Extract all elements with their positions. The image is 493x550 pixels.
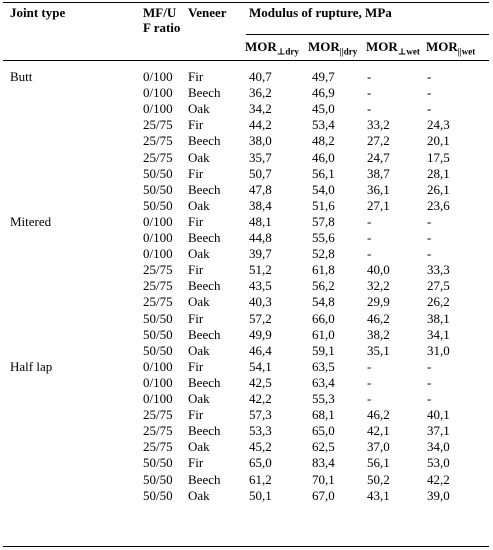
header-ratio-line2: F ratio xyxy=(143,20,181,35)
table-row xyxy=(0,294,493,310)
mor-par-wet-cell: 53,0 xyxy=(427,455,450,471)
ratio-cell: 50/50 xyxy=(143,310,173,326)
header-ratio-line1: MF/U xyxy=(143,5,177,20)
mor-perp-dry-cell: 34,2 xyxy=(249,101,272,117)
mor-perp-dry-cell: 57,2 xyxy=(249,310,272,326)
mor-perp-dry-cell: 40,3 xyxy=(249,294,272,310)
header-mor-par-dry-sub: ||dry xyxy=(339,46,358,57)
mor-par-wet-cell: 38,1 xyxy=(427,310,450,326)
mor-par-wet-cell: 24,3 xyxy=(427,117,450,133)
mor-par-dry-cell: 66,0 xyxy=(312,310,335,326)
mor-par-wet-cell: 23,6 xyxy=(427,197,450,213)
header-mor-perp-dry-text: MOR xyxy=(245,39,277,54)
mor-perp-dry-cell: 51,2 xyxy=(249,262,272,278)
veneer-cell: Oak xyxy=(188,246,210,262)
mor-perp-dry-cell: 50,1 xyxy=(249,487,272,503)
mor-perp-dry-cell: 47,8 xyxy=(249,181,272,197)
ratio-cell: 25/75 xyxy=(143,294,173,310)
mor-perp-dry-cell: 48,1 xyxy=(249,213,272,229)
header-mor-par-wet-text: MOR xyxy=(426,39,458,54)
joint-type-cell: Mitered xyxy=(10,213,52,229)
mor-par-dry-cell: 63,4 xyxy=(312,374,335,390)
mor-perp-dry-cell: 36,2 xyxy=(249,85,272,101)
mor-par-dry-cell: 68,1 xyxy=(312,407,335,423)
mor-par-wet-cell: 26,2 xyxy=(427,294,450,310)
mor-perp-dry-cell: 57,3 xyxy=(249,407,272,423)
mor-par-dry-cell: 59,1 xyxy=(312,342,335,358)
ratio-cell: 0/100 xyxy=(143,85,173,101)
mor-perp-wet-cell: - xyxy=(367,358,372,374)
mor-par-wet-cell: - xyxy=(427,213,432,229)
veneer-cell: Fir xyxy=(188,407,204,423)
mor-perp-dry-cell: 40,7 xyxy=(249,69,272,84)
header-veneer: Veneer xyxy=(188,5,227,20)
veneer-cell: Fir xyxy=(188,262,204,278)
joint-type-cell: Butt xyxy=(10,69,33,84)
mor-perp-wet-cell: - xyxy=(367,85,372,101)
ratio-cell: 0/100 xyxy=(143,391,173,406)
mor-par-wet-cell: 27,5 xyxy=(427,278,450,294)
header-mor-perp-wet-text: MOR xyxy=(366,39,398,54)
veneer-cell: Oak xyxy=(188,197,210,213)
modulus-header-rule xyxy=(246,34,489,35)
table-row xyxy=(0,327,493,343)
mor-par-dry-cell: 45,0 xyxy=(312,101,335,117)
mor-perp-dry-cell: 50,7 xyxy=(249,165,272,181)
ratio-cell: 25/75 xyxy=(143,439,173,455)
veneer-cell: Beech xyxy=(188,326,221,342)
ratio-cell: 50/50 xyxy=(143,181,173,197)
table-row xyxy=(0,359,493,375)
mor-par-wet-cell: 26,1 xyxy=(427,181,450,197)
table-row xyxy=(0,101,493,117)
mor-perp-dry-cell: 39,7 xyxy=(249,246,272,262)
header-mor-par-wet xyxy=(426,39,475,60)
veneer-cell: Fir xyxy=(188,117,204,133)
ratio-cell: 0/100 xyxy=(143,101,173,117)
table-row xyxy=(0,278,493,294)
header-mor-perp-dry xyxy=(245,39,299,60)
mor-perp-dry-cell: 61,2 xyxy=(249,471,272,487)
mor-perp-wet-cell: 32,2 xyxy=(367,278,390,294)
mor-perp-dry-cell: 38,4 xyxy=(249,197,272,213)
mor-par-wet-cell: 17,5 xyxy=(427,149,450,165)
ratio-cell: 25/75 xyxy=(143,278,173,294)
mor-perp-wet-cell: 29,9 xyxy=(367,294,390,310)
mor-perp-wet-cell: 33,2 xyxy=(367,117,390,133)
mor-perp-dry-cell: 54,1 xyxy=(249,358,272,374)
table-row xyxy=(0,407,493,423)
mor-perp-wet-cell: - xyxy=(367,213,372,229)
table-row xyxy=(0,198,493,214)
mor-perp-wet-cell: - xyxy=(367,101,372,117)
table-row xyxy=(0,182,493,198)
mor-perp-wet-cell: 35,1 xyxy=(367,342,390,358)
mor-par-dry-cell: 46,0 xyxy=(312,149,335,165)
mor-par-dry-cell: 83,4 xyxy=(312,455,335,471)
mor-par-wet-cell: 37,1 xyxy=(427,423,450,439)
mor-par-dry-cell: 53,4 xyxy=(312,117,335,133)
veneer-cell: Oak xyxy=(188,294,210,310)
mor-par-wet-cell: 34,1 xyxy=(427,326,450,342)
ratio-cell: 0/100 xyxy=(143,358,173,374)
ratio-cell: 25/75 xyxy=(143,149,173,165)
ratio-cell: 0/100 xyxy=(143,246,173,262)
ratio-cell: 50/50 xyxy=(143,471,173,487)
table-row xyxy=(0,117,493,133)
table-row xyxy=(0,391,493,407)
mor-perp-wet-cell: 42,1 xyxy=(367,423,390,439)
veneer-cell: Fir xyxy=(188,213,204,229)
table-row xyxy=(0,230,493,246)
table-row xyxy=(0,262,493,278)
veneer-cell: Fir xyxy=(188,455,204,471)
mor-par-dry-cell: 51,6 xyxy=(312,197,335,213)
veneer-cell: Beech xyxy=(188,278,221,294)
mor-par-wet-cell: - xyxy=(427,391,432,406)
mor-par-dry-cell: 65,0 xyxy=(312,423,335,439)
mor-perp-dry-cell: 42,2 xyxy=(249,391,272,406)
mor-perp-wet-cell: 37,0 xyxy=(367,439,390,455)
mor-par-wet-cell: 42,2 xyxy=(427,471,450,487)
table-row xyxy=(0,85,493,101)
table-row xyxy=(0,455,493,471)
mor-perp-dry-cell: 42,5 xyxy=(249,374,272,390)
header-mor-par-wet-sub: ||wet xyxy=(457,46,476,57)
mor-par-dry-cell: 63,5 xyxy=(312,358,335,374)
mor-perp-wet-cell: 27,2 xyxy=(367,133,390,149)
mor-par-dry-cell: 62,5 xyxy=(312,439,335,455)
table-row xyxy=(0,69,493,85)
ratio-cell: 0/100 xyxy=(143,230,173,245)
mor-par-dry-cell: 55,3 xyxy=(312,391,335,406)
mor-perp-wet-cell: 38,2 xyxy=(367,326,390,342)
header-mor-par-dry-text: MOR xyxy=(308,39,340,54)
table-row xyxy=(0,246,493,262)
table-bottom-rule xyxy=(3,546,489,547)
mor-perp-wet-cell: 46,2 xyxy=(367,407,390,423)
mor-perp-wet-cell: 50,2 xyxy=(367,471,390,487)
ratio-cell: 50/50 xyxy=(143,326,173,342)
mor-perp-wet-cell: 38,7 xyxy=(367,165,390,181)
veneer-cell: Fir xyxy=(188,69,204,84)
mor-perp-wet-cell: 36,1 xyxy=(367,181,390,197)
mor-perp-dry-cell: 35,7 xyxy=(249,149,272,165)
veneer-cell: Oak xyxy=(188,101,210,117)
mor-par-dry-cell: 52,8 xyxy=(312,246,335,262)
mor-perp-dry-cell: 38,0 xyxy=(249,133,272,149)
mor-par-dry-cell: 49,7 xyxy=(312,69,335,84)
mor-perp-dry-cell: 65,0 xyxy=(249,455,272,471)
mor-par-wet-cell: 40,1 xyxy=(427,407,450,423)
mor-perp-wet-cell: 27,1 xyxy=(367,197,390,213)
mor-perp-wet-cell: - xyxy=(367,230,372,245)
table-row xyxy=(0,375,493,391)
mor-par-wet-cell: - xyxy=(427,69,432,84)
mor-perp-wet-cell: 24,7 xyxy=(367,149,390,165)
mor-perp-wet-cell: - xyxy=(367,374,372,390)
table-row xyxy=(0,439,493,455)
mor-par-dry-cell: 70,1 xyxy=(312,471,335,487)
mor-perp-dry-cell: 45,2 xyxy=(249,439,272,455)
veneer-cell: Oak xyxy=(188,342,210,358)
mor-perp-wet-cell: 46,2 xyxy=(367,310,390,326)
header-modulus: Modulus of rupture, MPa xyxy=(249,5,392,20)
veneer-cell: Beech xyxy=(188,423,221,439)
mor-par-dry-cell: 55,6 xyxy=(312,230,335,245)
veneer-cell: Beech xyxy=(188,471,221,487)
veneer-cell: Oak xyxy=(188,439,210,455)
table-row xyxy=(0,423,493,439)
ratio-cell: 25/75 xyxy=(143,423,173,439)
mor-perp-dry-cell: 44,2 xyxy=(249,117,272,133)
ratio-cell: 25/75 xyxy=(143,262,173,278)
veneer-cell: Beech xyxy=(188,133,221,149)
mor-par-wet-cell: 34,0 xyxy=(427,439,450,455)
ratio-cell: 50/50 xyxy=(143,165,173,181)
header-mor-perp-wet-sub: ⊥wet xyxy=(397,46,420,57)
ratio-cell: 50/50 xyxy=(143,455,173,471)
mor-perp-dry-cell: 43,5 xyxy=(249,278,272,294)
veneer-cell: Beech xyxy=(188,374,221,390)
mor-par-dry-cell: 48,2 xyxy=(312,133,335,149)
table-row xyxy=(0,311,493,327)
table-top-rule xyxy=(3,2,489,3)
mor-par-wet-cell: - xyxy=(427,246,432,262)
ratio-cell: 50/50 xyxy=(143,342,173,358)
mor-par-dry-cell: 67,0 xyxy=(312,487,335,503)
table-row xyxy=(0,488,493,504)
veneer-cell: Oak xyxy=(188,487,210,503)
joint-type-cell: Half lap xyxy=(10,358,53,374)
veneer-cell: Fir xyxy=(188,358,204,374)
mor-perp-wet-cell: 56,1 xyxy=(367,455,390,471)
ratio-cell: 50/50 xyxy=(143,197,173,213)
table-row xyxy=(0,214,493,230)
ratio-cell: 50/50 xyxy=(143,487,173,503)
mor-par-dry-cell: 46,9 xyxy=(312,85,335,101)
mor-perp-wet-cell: - xyxy=(367,246,372,262)
veneer-cell: Beech xyxy=(188,230,221,245)
header-mor-par-dry xyxy=(308,39,357,60)
mor-perp-wet-cell: - xyxy=(367,391,372,406)
mor-par-dry-cell: 57,8 xyxy=(312,213,335,229)
mor-par-wet-cell: - xyxy=(427,85,432,101)
mor-par-dry-cell: 54,0 xyxy=(312,181,335,197)
header-bottom-rule xyxy=(3,60,489,61)
mor-par-wet-cell: - xyxy=(427,358,432,374)
mor-perp-wet-cell: 40,0 xyxy=(367,262,390,278)
table-row xyxy=(0,343,493,359)
veneer-cell: Fir xyxy=(188,310,204,326)
mor-par-wet-cell: 33,3 xyxy=(427,262,450,278)
ratio-cell: 0/100 xyxy=(143,374,173,390)
header-joint-type: Joint type xyxy=(10,5,66,20)
mor-par-wet-cell: - xyxy=(427,101,432,117)
mor-par-wet-cell: - xyxy=(427,230,432,245)
mor-perp-wet-cell: - xyxy=(367,69,372,84)
mor-par-wet-cell: 31,0 xyxy=(427,342,450,358)
ratio-cell: 0/100 xyxy=(143,69,173,84)
table-row xyxy=(0,166,493,182)
table-row xyxy=(0,133,493,149)
mor-perp-dry-cell: 49,9 xyxy=(249,326,272,342)
veneer-cell: Fir xyxy=(188,165,204,181)
ratio-cell: 25/75 xyxy=(143,133,173,149)
mor-perp-dry-cell: 53,3 xyxy=(249,423,272,439)
veneer-cell: Beech xyxy=(188,85,221,101)
mor-perp-wet-cell: 43,1 xyxy=(367,487,390,503)
mor-par-dry-cell: 61,0 xyxy=(312,326,335,342)
mor-par-wet-cell: - xyxy=(427,374,432,390)
mor-par-dry-cell: 56,2 xyxy=(312,278,335,294)
mor-perp-dry-cell: 46,4 xyxy=(249,342,272,358)
ratio-cell: 25/75 xyxy=(143,407,173,423)
mor-perp-dry-cell: 44,8 xyxy=(249,230,272,245)
mor-par-dry-cell: 56,1 xyxy=(312,165,335,181)
mor-par-dry-cell: 54,8 xyxy=(312,294,335,310)
table-row xyxy=(0,150,493,166)
header-mor-perp-wet xyxy=(366,39,420,60)
ratio-cell: 0/100 xyxy=(143,213,173,229)
mor-par-dry-cell: 61,8 xyxy=(312,262,335,278)
ratio-cell: 25/75 xyxy=(143,117,173,133)
header-mor-perp-dry-sub: ⊥dry xyxy=(276,46,299,57)
veneer-cell: Oak xyxy=(188,149,210,165)
mor-par-wet-cell: 39,0 xyxy=(427,487,450,503)
mor-par-wet-cell: 20,1 xyxy=(427,133,450,149)
table-row xyxy=(0,472,493,488)
veneer-cell: Beech xyxy=(188,181,221,197)
mor-par-wet-cell: 28,1 xyxy=(427,165,450,181)
veneer-cell: Oak xyxy=(188,391,210,406)
